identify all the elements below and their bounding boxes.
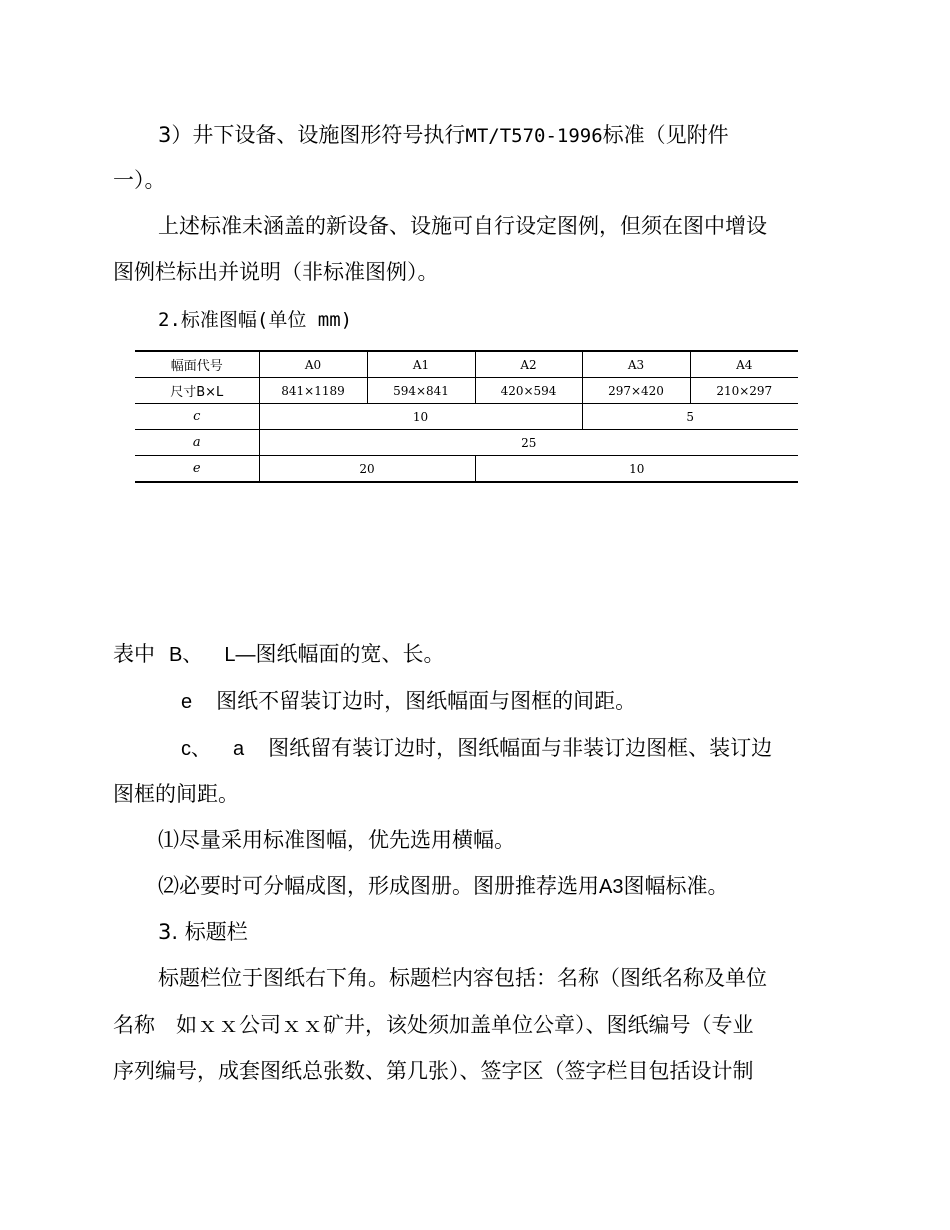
note-item-2-a3: A3 bbox=[599, 876, 624, 898]
note-a-symbol: a bbox=[233, 738, 245, 760]
note-c-a-text: 图纸留有装订边时，图纸幅面与非装订边图框、装订边 bbox=[268, 736, 773, 760]
table-cell-size-a4: 210×297 bbox=[690, 378, 798, 404]
table-cell-size-a2: 420×594 bbox=[475, 378, 582, 404]
table-cell-c-value-2: 5 bbox=[582, 404, 798, 430]
table-cell-e-label: e bbox=[135, 456, 259, 483]
table-row-e bbox=[135, 456, 798, 483]
note-e-text: 图纸不留装订边时，图纸幅面与图框的间距。 bbox=[216, 689, 637, 713]
table-cell-a0: A0 bbox=[259, 351, 367, 378]
paragraph-1-line-1 bbox=[158, 123, 729, 148]
paragraph-1-line-2: 一）。 bbox=[113, 168, 166, 192]
table-row-a bbox=[135, 430, 798, 456]
note-b-l-prefix: 表中 bbox=[113, 642, 155, 666]
table-cell-header-label: 幅面代号 bbox=[135, 351, 259, 378]
note-c-a-line-2: 图框的间距。 bbox=[113, 782, 239, 806]
note-item-1: ⑴尽量采用标准图幅，优先选用横幅。 bbox=[158, 828, 515, 852]
note-b-symbol: B、 bbox=[169, 644, 203, 666]
table-cell-c-label: c bbox=[135, 404, 259, 430]
paragraph-3-line-2: 名称 如ｘｘ公司ｘｘ矿井，该处须加盖单位公章）、图纸编号（专业 bbox=[113, 1013, 754, 1037]
section-heading-standard-sizes: 2.标准图幅(单位 mm) bbox=[158, 309, 353, 331]
standard-size-table bbox=[135, 350, 798, 483]
note-item-2 bbox=[158, 874, 728, 899]
note-c-a-line-1 bbox=[181, 736, 772, 761]
standard-code: MT/T570-1996 bbox=[465, 125, 603, 147]
note-e bbox=[181, 689, 636, 714]
table-row-c bbox=[135, 404, 798, 430]
p1-text-c: 标准（见附件 bbox=[602, 123, 729, 147]
table-cell-c-value-1: 10 bbox=[259, 404, 582, 430]
p1-text-a: 3）井下设备、设施图形符号执行 bbox=[158, 123, 466, 147]
note-item-2-text-a: ⑵必要时可分幅成图，形成图册。图册推荐选用 bbox=[158, 874, 599, 898]
table-row-header bbox=[135, 351, 798, 378]
table-cell-a3: A3 bbox=[582, 351, 690, 378]
paragraph-3-line-1: 标题栏位于图纸右下角。标题栏内容包括：名称（图纸名称及单位 bbox=[158, 966, 767, 990]
table-cell-e-value-1: 20 bbox=[259, 456, 475, 483]
table-cell-a-label: a bbox=[135, 430, 259, 456]
note-b-l bbox=[113, 642, 444, 667]
paragraph-2-line-1: 上述标准未涵盖的新设备、设施可自行设定图例，但须在图中增设 bbox=[158, 214, 767, 238]
table-cell-size-a3: 297×420 bbox=[582, 378, 690, 404]
table-cell-size-label: 尺寸B×L bbox=[135, 378, 259, 404]
table-cell-a2: A2 bbox=[475, 351, 582, 378]
table-row-size bbox=[135, 378, 798, 404]
table-cell-a-value: 25 bbox=[259, 430, 798, 456]
table-cell-size-a0: 841×1189 bbox=[259, 378, 367, 404]
note-e-symbol: e bbox=[181, 691, 193, 713]
note-b-l-text: 图纸幅面的宽、长。 bbox=[255, 642, 445, 666]
paragraph-3-line-3: 序列编号，成套图纸总张数、第几张）、签字区（签字栏目包括设计制 bbox=[113, 1059, 754, 1083]
table-cell-a4: A4 bbox=[690, 351, 798, 378]
table-cell-a1: A1 bbox=[367, 351, 475, 378]
section-heading-title-block: 3. 标题栏 bbox=[158, 920, 248, 944]
note-item-2-text-c: 图幅标准。 bbox=[623, 874, 729, 898]
table-cell-e-value-2: 10 bbox=[475, 456, 798, 483]
table-cell-size-a1: 594×841 bbox=[367, 378, 475, 404]
note-l-symbol: L— bbox=[224, 644, 256, 666]
note-c-symbol: c、 bbox=[181, 738, 211, 760]
paragraph-2-line-2: 图例栏标出并说明（非标准图例）。 bbox=[113, 260, 439, 284]
